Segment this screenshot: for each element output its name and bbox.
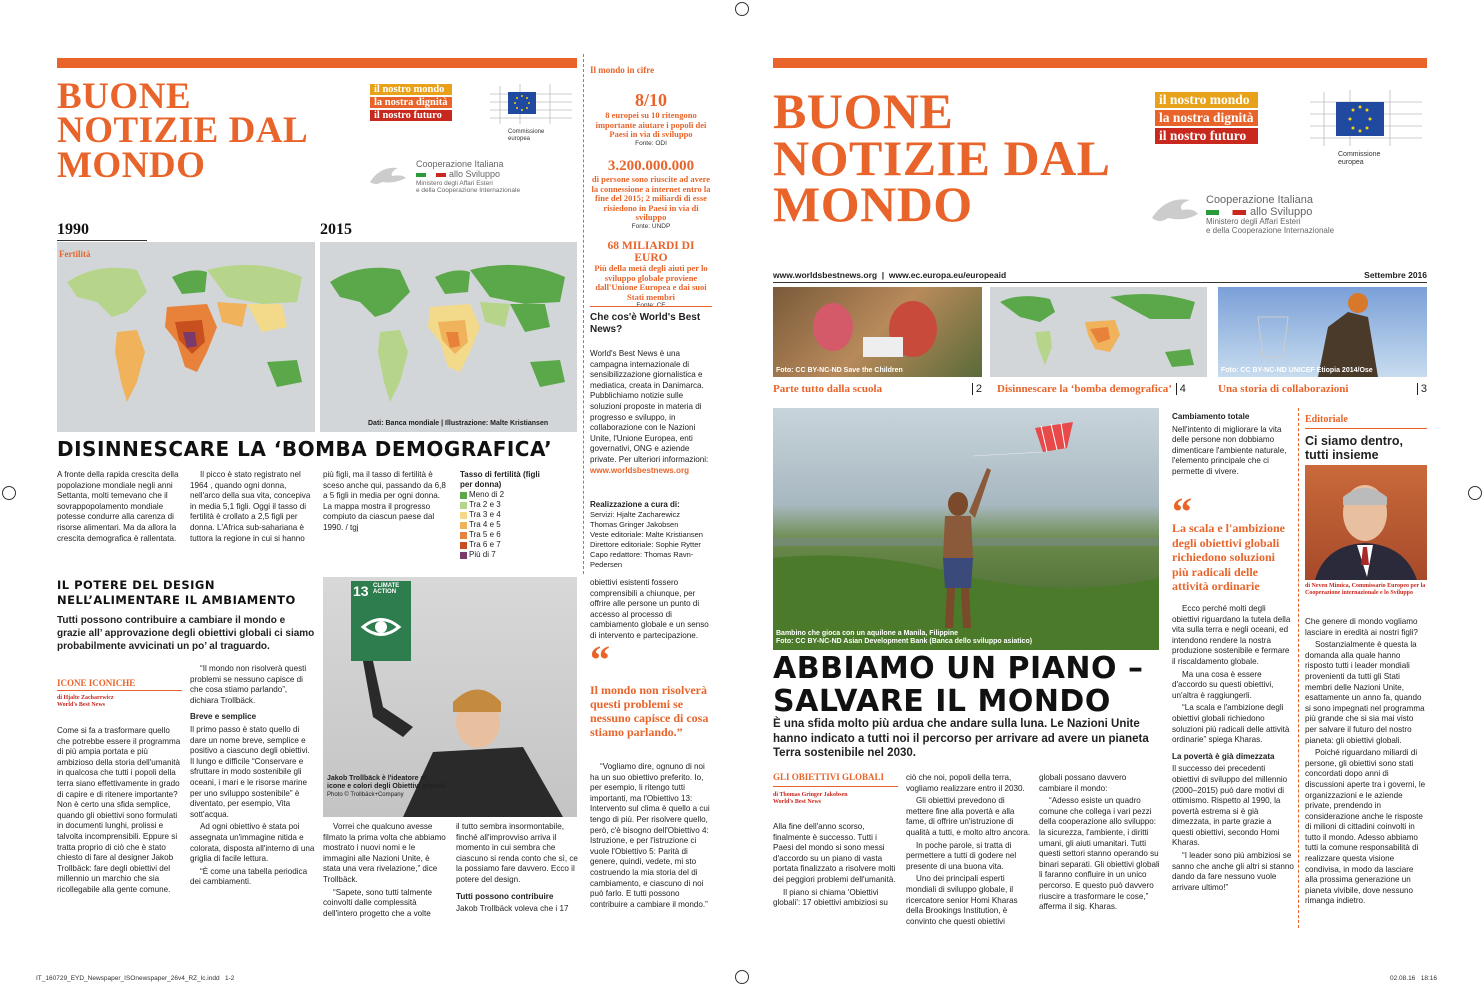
footer-file: IT_160729_EYD_Newspaper_ISOnewspaper_26v4_RZ_lc.indd 1-2 xyxy=(36,975,235,982)
right-eu-logo: Commissione europea xyxy=(1310,90,1422,166)
map-1990 xyxy=(57,242,315,432)
design-col-5: obiettivi esistenti fossero comprensibili a chiunque, per offrire alle persone un punto di accesso al processo di cambiamento globale e un senso di intervento e partecipazione. xyxy=(590,578,709,640)
obiettivi-label: GLI OBIETTIVI GLOBALI xyxy=(773,772,885,782)
map-credit: Dati: Banca mondiale | Illustrazione: Malte Kristiansen xyxy=(368,420,549,427)
legend-item: Tra 4 e 5 xyxy=(460,520,540,530)
article-pullquote: La scala e l'ambizione degli obiettivi globali richiedono soluzioni più radicali delle attività ordinarie xyxy=(1172,521,1285,593)
basketball-photo-illustration xyxy=(1218,287,1427,377)
sidebar-rule xyxy=(590,306,712,307)
design-col-2: “Il mondo non risolverà questi problemi se nessuno capisce di che cosa stiamo parlando”, dichiara Trollbäck. Breve e semplice Il primo passo è stato quello di dare un nome breve, semplice e positivo a ciascuno degli obiettivi. Il lungo e difficile “Conservare e sfruttare in modo sostenibile gli oceani, i mari e le risorse marine per uno sviluppo sostenibile” è diventato, per esempio, Vita sott'acqua. Ad ogni obiettivo è stata poi assegnata un'immagine nitida e colorata, disposta all'interno di una griglia di facile lettura. “È come una tabella periodica dei cambiamenti. xyxy=(190,664,315,887)
sidebar-divider xyxy=(583,54,585,574)
legend-item: Meno di 2 xyxy=(460,490,540,500)
main-photo xyxy=(773,408,1159,650)
issue-date: Settembre 2016 xyxy=(1364,270,1427,280)
left-masthead: BUONE NOTIZIE DAL MONDO xyxy=(57,76,309,186)
article-col-1: Alla fine dell'anno scorso, finalmente è successo. Tutti i Paesi del mondo si sono messi d'accordo su un piano di vasta portata finalizzato a risolvere molti dei peggiori problemi dell'umanità. Il piano si chiama 'Obiettivi globali': 17 obiettivi ambiziosi su xyxy=(773,822,896,908)
design-pullquote: Il mondo non risolverà questi problemi se nessuno capisce di cosa stiamo parlando.” xyxy=(590,683,709,739)
fertility-legend: Tasso di fertilità (figli per donna) Meno di 2 Tra 2 e 3 Tra 3 e 4 Tra 4 e 5 Tra 5 e 6 Tra 6 e 7 Più di 7 xyxy=(460,470,540,559)
registration-mark-icon xyxy=(735,970,749,984)
eu-building-icon xyxy=(1310,90,1422,146)
world-map-thumbnail xyxy=(990,287,1207,377)
urls[interactable]: www.worldsbestnews.org | www.ec.europa.eu/europeaid xyxy=(773,270,1007,280)
wbn-text: World's Best News è una campagna internazionale di sensibilizzazione giornalistica e mediatica, creata in Danimarca. Pubblichiamo notizie sulle soluzioni proposte in materia di progresso e sviluppo, in collaborazione con le Nazioni Unite, l'Unione Europea, enti governativi, ONG e aziende private. Per ulteriori informazioni: www.worldsbestnews.org xyxy=(590,349,712,476)
left-coop-logo: Cooperazione Italiana allo Sviluppo Ministero degli Affari Esteri e della Cooperazione Internazionale xyxy=(368,160,528,192)
kite-boy-illustration xyxy=(773,408,1159,650)
cifre-title: Il mondo in cifre xyxy=(590,65,655,75)
year-underline xyxy=(57,240,147,241)
design-col-1: Come si fa a trasformare quello che potrebbe essere il programma di più ampia portata e più ambizioso della storia dell'umanità in qualcosa che tutti i popoli della terra siano effettivamente in grado di capire e di ritenere importante? Non è certo una sfida semplice, quando gli obiettivi sono formulati in documenti lunghi, prolissi e talvolta incomprensibili. Eppure si tratta proprio di ciò che è stato chiesto di fare al designer Jakob Trollbäck: fare degli obiettivi del millennio un marchio che sia ricollegabile alla gente comune. xyxy=(57,726,181,894)
legend-item: Tra 6 e 7 xyxy=(460,540,540,550)
design-col-4: il tutto sembra insormontabile, finché all'improvviso arriva il momento in cui sembra che ciascuno si renda conto che sì, ce la possiamo fare davvero. Ecco il potere del design. Tutti possono contribuire Jakob Trollbäck voleva che i 17 xyxy=(456,822,578,914)
fertility-col-1: A fronte della rapida crescita della popolazione mondiale negli anni Settanta, molti temevano che il sovrappopolamento mondiale potesse condurre alla carenza di risorse alimentari. Ma da allora la crescita demografica è rallentata. xyxy=(57,470,179,543)
right-lead: È una sfida molto più ardua che andare sulla luna. Le Nazioni Unite hanno indicato a tutti noi il percorso per arrivare ad avere un pianeta Terra sostenibile nel 2030. xyxy=(773,718,1149,759)
article-col-4: Cambiamento totale Nell'intento di migliorare la vita delle persone non dobbiamo dimenticare l'ambiente naturale, l'elemento principale che ci permette di vivere. xyxy=(1172,412,1287,476)
icone-byline: di Hjalte Zacharewicz World's Best News xyxy=(57,695,114,709)
cifre-stat-3: 68 MILIARDI DI EURO Più della metà degli aiuti per lo sviluppo globale proviene dall'Unione Europea e dai suoi Stati membri xyxy=(594,240,708,302)
article-col-4b: Ecco perché molti degli obiettivi riguardano la tutela della vita sulla terra e negli oceani, ed intendono rendere la nostra produzione sostenibile e fermare il riscaldamento globale. Ma una cosa è essere d'accordo su questi obiettivi, un'altra è raggiungerli. “La scala e l'ambizione degli obiettivi globali richiedono soluzioni più radicali delle attività ordinarie” spiega Kharas. La povertà è già dimezzata Il successo dei precedenti obiettivi di sviluppo del millennio (2000–2015) può dare motivi di ottimismo. Rispetto al 1990, la povertà estrema si è già dimezzata, in parte grazie a questi obiettivi, secondo Homi Kharas. “I leader sono più ambiziosi se sanno che anche gli altri si stanno dando da fare nessuno vuole arrivare ultimo!” xyxy=(1172,604,1294,892)
credits: Realizzazione a cura di: Servizi: Hjalte Zacharewicz Thomas Gringer Jakobsen Veste editoriale: Malte Kristiansen Direttore editoriale: Sophie Rytter Capo redattore: Thomas Ravn-Pedersen xyxy=(590,500,703,569)
right-coop-logo: Cooperazione Italiana allo Sviluppo Ministero degli Affari Esteri e della Cooperazione Internazionale xyxy=(1150,190,1370,230)
editorial-byline: di Neven Mimica, Commissario Europeo per la Cooperazione internazionale e lo Sviluppo xyxy=(1305,583,1426,597)
footer-stamp: 02.08.16 18:16 xyxy=(1390,975,1437,982)
legend-item: Tra 2 e 3 xyxy=(460,500,540,510)
right-top-bar xyxy=(773,58,1427,68)
year-1990: 1990 xyxy=(57,221,89,238)
world-map-1990 xyxy=(57,242,315,432)
editorial-divider xyxy=(1298,408,1299,928)
editorial-text: Che genere di mondo vogliamo lasciare in eredità ai nostri figli? Sostanzialmente è questa la domanda alla quale hanno risposto tutti i leader mondiali provenienti da tutti gli Stati membri delle Nazioni Unite, esattamente un anno fa, quando si sono impegnati nel programma più grande che si sia mai visto per salvare il futuro del nostro pianeta: gli obiettivi globali. Poiché riguardano miliardi di persone, gli obiettivi sono stati concordati dopo anni di discussioni aperte tra i governi, le organizzazioni e le aziende private, prendendo in considerazione anche le risposte di milioni di cittadini coinvolti in tutto il mondo. Adesso abbiamo tutti la comune responsabilità di realizzare questa visione condivisa, in modo da lasciare alla prossima generazione un pianeta vivibile, dove nessuno rimanga indietro. xyxy=(1305,617,1426,906)
goal-badge: 13 CLIMATE ACTION xyxy=(353,583,400,599)
year-2015: 2015 xyxy=(320,221,352,238)
legend-item: Più di 7 xyxy=(460,550,540,560)
teaser-photo-3[interactable]: Foto: CC BY-NC-ND UNICEF Etiopia 2014/Ose xyxy=(1218,287,1427,377)
design-col-3: Vorrei che qualcuno avesse filmato la prima volta che abbiamo mostrato i nuovi nomi e le immagini alle Nazioni Unite, è stata una vera rivelazione,” dice Trollbäck. “Sapete, sono tutti talmente coinvolti dalle complessità dell'intero progetto che a volte xyxy=(323,822,446,918)
portrait-illustration xyxy=(1305,465,1427,580)
teaser-photo-1[interactable]: Foto: CC BY-NC-ND Save the Children xyxy=(773,287,982,377)
cifre-stat-2: 3.200.000.000 di persone sono riuscite ad avere la connessione a internet entro la fine del 2015; 2 miliardi di esse risiedono in Paesi in via di sviluppo Fonte: UNDP xyxy=(591,158,711,230)
teaser-2[interactable]: Disinnescare la ‘bomba demografica’ 4 xyxy=(997,383,1186,395)
editorial-rule xyxy=(1305,428,1427,429)
design-lead: Tutti possono contribuire a cambiare il mondo e grazie all’ approvazione degli obiettivi globali ci siamo probabilmente avvicinati un po’ al traguardo. xyxy=(57,615,315,652)
map-2015 xyxy=(320,242,577,432)
right-headline: ABBIAMO UN PIANO – SALVARE IL MONDO xyxy=(773,651,1144,719)
left-top-bar xyxy=(57,58,577,68)
cifre-stat-1: 8/10 8 europei su 10 ritengono importante aiutare i popoli dei Paesi in via di sviluppo Fonte: ODI xyxy=(595,90,707,147)
trollback-photo xyxy=(323,577,577,817)
legend-item: Tra 5 e 6 xyxy=(460,530,540,540)
section-rule xyxy=(57,690,182,691)
teaser-1[interactable]: Parte tutto dalla scuola 2 xyxy=(773,383,982,395)
wbn-title: Che cos'è World's Best News? xyxy=(590,312,701,335)
article-col-2: ciò che noi, popoli della terra, vogliamo realizzare entro il 2030. Gli obiettivi prevedono di mettere fine alla povertà e alla fame, di offrire un'istruzione di qualità a tutti, e molto altro ancora. In poche parole, si tratta di permettere a tutti di godere nel presente di una buona vita. Uno dei principali esperti mondiali di sviluppo globale, il ricercatore senior Homi Kharas della Brookings Institution, è convinto che questi obiettivi xyxy=(906,773,1031,926)
registration-mark-icon xyxy=(1468,486,1482,500)
editorial-title: Ci siamo dentro, tutti insieme xyxy=(1305,434,1403,462)
quote-mark: “ xyxy=(590,637,610,682)
left-headline: DISINNESCARE LA ‘BOMBA DEMOGRAFICA’ xyxy=(57,437,553,461)
italian-flag-icon xyxy=(1206,210,1246,215)
fertility-col-3: più figli, ma il tasso di fertilità è sceso anche qui, passando da 6,8 a 5 figli in media per ogni donna. La mappa mostra il progresso compiuto da ciascun paese dal 1990. / tgj xyxy=(323,470,446,532)
quote-mark: “ xyxy=(1172,489,1192,534)
dove-icon xyxy=(368,162,408,190)
map-label-fertility: Fertilità xyxy=(59,249,91,259)
section-rule xyxy=(773,786,898,787)
obiettivi-byline: di Thomas Gringer Jakobsen World's Best News xyxy=(773,792,848,806)
italian-flag-icon xyxy=(416,173,446,177)
article-col-3: globali possano davvero cambiare il mondo: “Adesso esiste un quadro comune che collega i vari pezzi della cooperazione allo sviluppo: la sicurezza, l'ambiente, i diritti umani, gli aiuti umanitari. Tutti questi settori stanno operando su binari separati. Gli obiettivi globali li faranno confluire in un unico percorso. E questo può davvero riuscire a trasformare le cose,” afferma il sig. Kharas. xyxy=(1039,773,1160,912)
right-tagline: il nostro mondo la nostra dignità il nostro futuro xyxy=(1155,92,1258,146)
fertility-col-2: Il picco è stato registrato nel 1964 , quando ogni donna, nell'arco della sua vita, concepiva in media 5,1 figli. Oggi il tasso di fertilità è crollato a 2,5 figli per donna. L'Africa sub-sahariana è tuttora la regione in cui si hanno xyxy=(190,470,311,543)
editorial-label: Editoriale xyxy=(1305,414,1348,425)
design-headline: IL POTERE DEL DESIGN NELL’ALIMENTARE IL AMBIAMENTO xyxy=(57,578,296,607)
mimica-portrait xyxy=(1305,465,1427,580)
registration-mark-icon xyxy=(735,2,749,16)
left-eu-logo: Commissione europea xyxy=(490,84,572,142)
dove-icon xyxy=(1150,192,1200,228)
registration-mark-icon xyxy=(2,486,16,500)
world-map-2015 xyxy=(320,242,577,432)
icone-label: ICONE ICONICHE xyxy=(57,678,136,688)
teaser-3[interactable]: Una storia di collaborazioni 3 xyxy=(1218,383,1427,395)
legend-item: Tra 3 e 4 xyxy=(460,510,540,520)
right-masthead: BUONE NOTIZIE DAL MONDO xyxy=(773,83,1111,232)
left-tagline: il nostro mondo la nostra dignità il nostro futuro xyxy=(370,84,452,123)
design-col-5b: “Vogliamo dire, ognuno di noi ha un suo obiettivo preferito. Io, per esempio, li ritengo tutti importanti, ma l'Obiettivo 13: Intervento sul clima è quello a cui tengo di più. Per risolvere quello, però, c'è bisogno dell'Obiettivo 4: Istruzione, e per l'istruzione ci vuole l'Obiettivo 5: Parità di genere, quindi, vedete, mi sto costruendo la mia storia del di cambiamento, e ciascuno di noi può farlo. E tutti possono contribuire a cambiare il mondo.” xyxy=(590,762,710,909)
eu-building-icon xyxy=(490,84,572,124)
date-rule xyxy=(773,282,1427,283)
trollback-caption: Jakob Trollbäck è l'ideatore di icone e colori degli Obiettivi globali Photo © Trollbäck+Company xyxy=(327,775,445,798)
wbn-link[interactable]: www.worldsbestnews.org xyxy=(590,465,690,475)
main-photo-caption: Bambino che gioca con un aquilone a Manila, Filippine Foto: CC BY-NC-ND Asian Development Bank (Banca dello sviluppo asiatico) xyxy=(776,630,1033,645)
teaser-map[interactable] xyxy=(990,287,1207,377)
school-photo-illustration xyxy=(773,287,982,377)
